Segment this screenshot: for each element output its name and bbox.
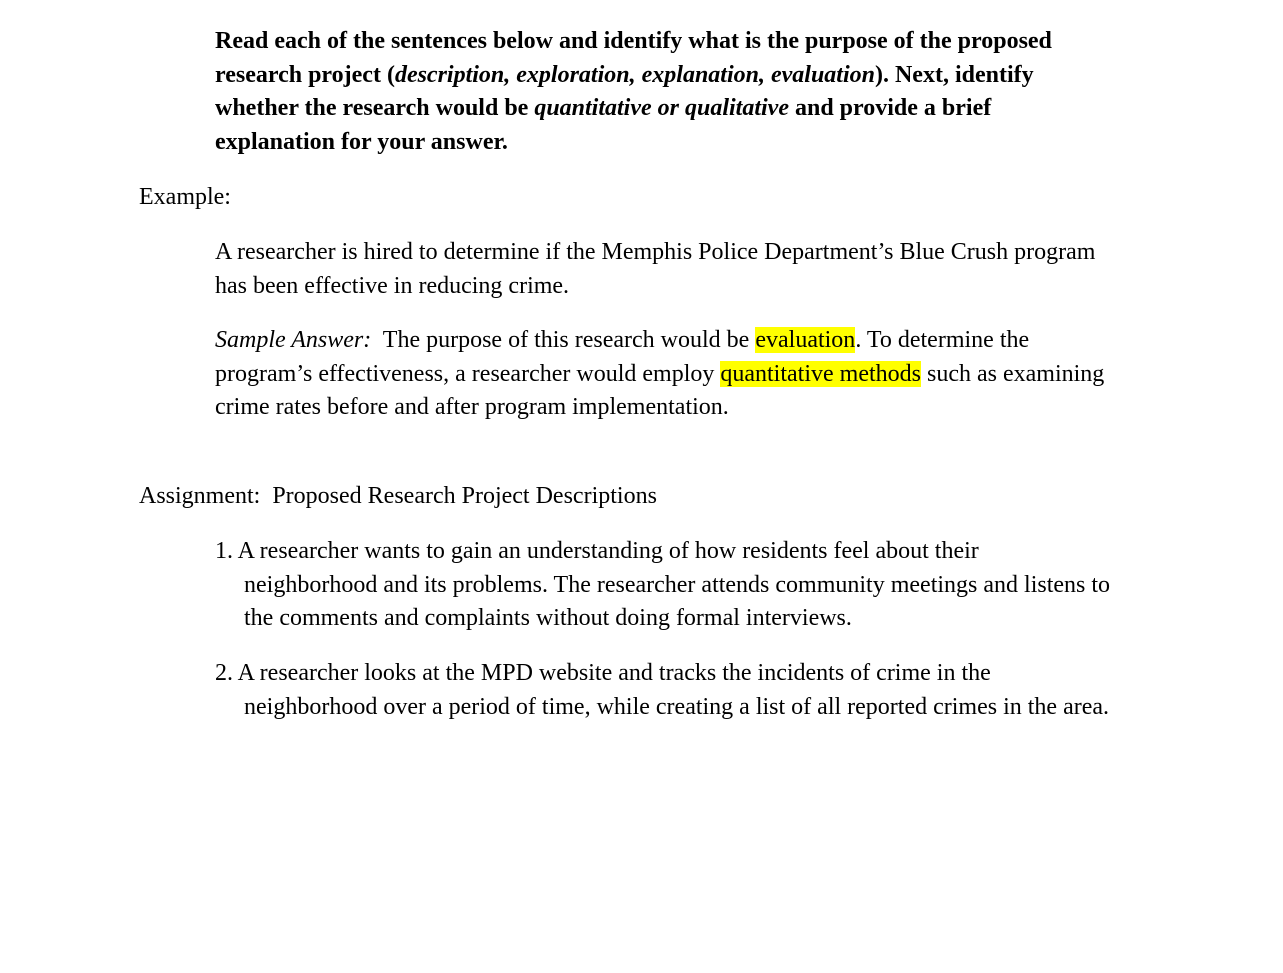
- sample-answer-text-2: . To determine the program’s effectiveness, a researcher would employ: [215, 327, 1030, 387]
- method-types: quantitative or qualitative: [534, 95, 789, 121]
- instructions-text-3: and provide a brief explanation for your answer.: [215, 95, 992, 155]
- highlight-evaluation: evaluation: [755, 327, 856, 353]
- assignment-heading: Assignment: Proposed Research Project Descriptions: [139, 483, 657, 509]
- sample-answer-paragraph: [215, 324, 1115, 425]
- highlight-quantitative-methods: quantitative methods: [720, 360, 921, 387]
- instructions-text-2: ). Next, identify whether the research would be: [215, 61, 1034, 121]
- sample-answer-label: Sample Answer:: [215, 327, 372, 353]
- example-label: Example:: [139, 184, 231, 210]
- instructions-paragraph: [215, 25, 1115, 159]
- assignment-item-1: 1. A researcher wants to gain an understanding of how residents feel about their neighborhood and its problems. The researcher attends community meetings and listens to the comments and complaints without doing formal interviews.: [215, 538, 1111, 631]
- instructions-text-1: Read each of the sentences below and identify what is the purpose of the proposed research project (: [215, 28, 1052, 88]
- purpose-types: description, exploration, explanation, evaluation: [394, 61, 875, 88]
- example-scenario: A researcher is hired to determine if the Memphis Police Department’s Blue Crush program has been effective in reducing crime.: [215, 239, 1096, 299]
- sample-answer-text-1: The purpose of this research would be: [371, 327, 756, 353]
- assignment-item-2: 2. A researcher looks at the MPD website and tracks the incidents of crime in the neighborhood over a period of time, while creating a list of all reported crimes in the area.: [215, 660, 1110, 720]
- sample-answer-text-3: such as examining crime rates before and after program implementation.: [215, 360, 1105, 420]
